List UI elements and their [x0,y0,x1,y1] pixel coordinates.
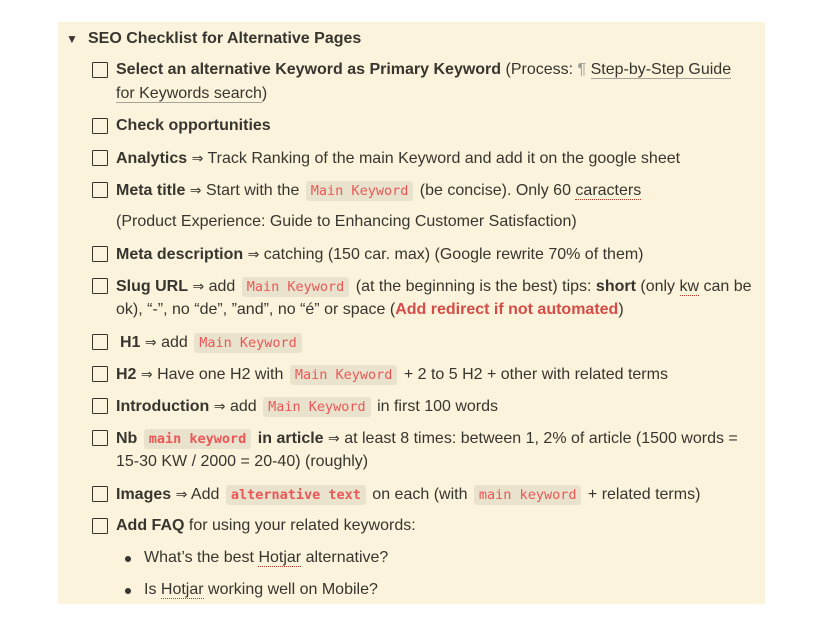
arrow-icon: ⇒ [140,366,153,382]
item-title: Select an alternative Keyword as Primary Keyword [116,61,502,78]
item-text: (Product Experience: Guide to Enhancing Customer Satisfaction) [116,213,577,230]
item-title: Meta description [116,246,244,263]
item-title: Add FAQ [116,517,185,534]
item-text: in article [253,430,324,447]
item-text: Add [187,486,224,503]
arrow-icon: ⇒ [192,278,205,294]
inline-code: Main Keyword [306,181,414,201]
pilcrow-icon: ¶ [577,61,587,78]
item-text: (Process: [501,61,578,78]
checkbox[interactable] [92,62,108,78]
item-text: ) [618,301,624,318]
misspelled-word: Hotjar [258,549,302,566]
item-text: ok), “-”, no “de”, ”and”, no “é” or space ( [116,301,396,318]
checkbox[interactable] [92,518,108,534]
item-text: Is [144,581,161,598]
arrow-icon: ⇒ [213,398,226,414]
item-text: + 2 to 5 H2 + other with related terms [399,366,668,383]
item-title: Slug URL [116,278,188,295]
arrow-icon: ⇒ [144,334,157,350]
inline-code: main keyword [474,485,582,505]
checkbox[interactable] [92,118,108,134]
item-text: 15-30 KW / 2000 = 20-40) (roughly) [116,453,369,470]
inline-code: Main Keyword [194,333,302,353]
item-text: add [225,398,262,415]
step-by-step-guide-link[interactable]: Step-by-Step Guide [590,61,732,78]
checkbox[interactable] [92,486,108,502]
item-title: Meta title [116,182,186,199]
item-text: + related terms) [583,486,701,503]
item-title: Check opportunities [116,117,271,134]
item-text: catching (150 car. max) (Google rewrite 70% of them) [259,246,644,263]
inline-code: Main Keyword [263,397,371,417]
arrow-icon: ⇒ [175,486,188,502]
item-title: Introduction [116,398,210,415]
item-text: Start with the [201,182,304,199]
item-title: Nb [116,430,142,447]
item-text: on each (with [367,486,472,503]
arrow-icon: ⇒ [189,182,202,198]
item-title: Analytics [116,150,188,167]
item-text: add [204,278,240,295]
item-text: at least 8 times: between 1, 2% of article (1500 words = [339,430,738,447]
misspelled-word: caracters [575,182,642,199]
item-text: working well on Mobile? [203,581,378,598]
redirect-warning: Add redirect if not automated [395,301,619,318]
seo-checklist-callout [58,22,765,604]
item-text: What’s the best [144,549,259,566]
item-text: for using your related keywords: [184,517,416,534]
checkbox[interactable] [92,150,108,166]
bullet-icon [125,588,131,594]
inline-code: alternative text [226,485,366,505]
item-text: alternative? [301,549,389,566]
item-text: add [156,334,193,351]
bullet-icon [125,556,131,562]
item-title: Images [116,486,172,503]
checkbox[interactable] [92,430,108,446]
item-text: (at the beginning is the best) tips: [351,278,596,295]
item-title: H1 [120,334,141,351]
arrow-icon: ⇒ [191,150,204,166]
item-text: ) [261,85,268,102]
arrow-icon: ⇒ [328,430,340,446]
misspelled-word: kw [679,278,700,295]
misspelled-word: Hotjar [160,581,204,598]
item-text: short [595,278,636,295]
toggle-header[interactable] [66,28,361,50]
item-text: can be [699,278,752,295]
keywords-search-link[interactable]: for Keywords search [116,85,262,102]
toggle-triangle-icon[interactable]: ▼ [66,32,78,46]
checkbox[interactable] [92,182,108,198]
item-title: H2 [116,366,137,383]
item-text: in first 100 words [372,398,499,415]
inline-code: Main Keyword [290,365,398,385]
arrow-icon: ⇒ [247,246,260,262]
inline-code: Main Keyword [242,277,350,297]
checkbox[interactable] [92,246,108,262]
checkbox[interactable] [92,278,108,294]
checkbox[interactable] [92,366,108,382]
item-text: Have one H2 with [152,366,288,383]
toggle-title: SEO Checklist for Alternative Pages [88,30,362,47]
item-text: (be concise). Only 60 [415,182,576,199]
item-text: Track Ranking of the main Keyword and add it on the google sheet [203,150,681,167]
checkbox[interactable] [92,334,108,350]
checkbox[interactable] [92,398,108,414]
item-text: (only [635,278,680,295]
inline-code: main keyword [144,429,252,449]
